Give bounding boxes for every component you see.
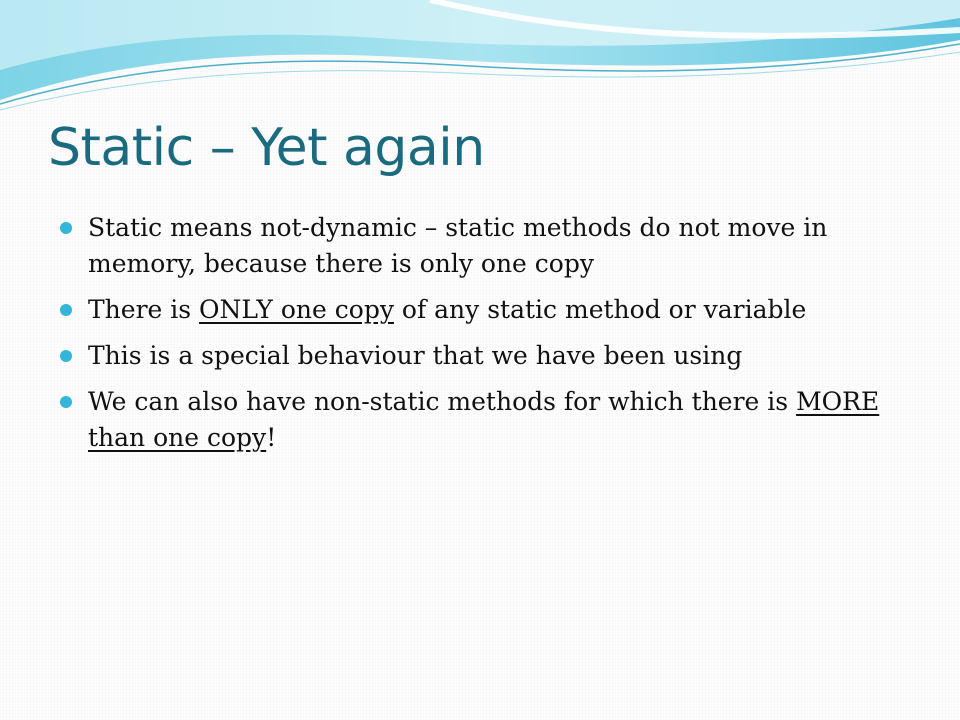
slide-title: Static – Yet again — [48, 118, 485, 178]
bullet-item — [60, 338, 910, 374]
header-wave-decoration — [0, 0, 960, 120]
bullet-text-underlined: ONLY one copy — [199, 295, 394, 324]
bullet-item — [60, 292, 910, 328]
bullet-dot-icon — [60, 222, 72, 234]
bullet-text: This is a special behaviour that we have been using — [88, 341, 743, 370]
bullet-text-pre: We can also have non-static methods for which there is — [88, 387, 797, 416]
bullet-dot-icon — [60, 304, 72, 316]
bullet-text-post: ! — [266, 423, 277, 452]
bullet-text-underlined: MORE than one copy — [88, 387, 880, 452]
bullet-dot-icon — [60, 396, 72, 408]
bullet-text-pre: There is — [88, 295, 200, 324]
bullet-text-post: of any static method or variable — [393, 295, 807, 324]
bullet-item — [60, 384, 910, 456]
bullet-text: Static means not-dynamic – static methods do not move in memory, because there is only one copy — [88, 213, 828, 278]
bullet-dot-icon — [60, 350, 72, 362]
bullet-list — [60, 210, 910, 466]
bullet-item — [60, 210, 910, 282]
